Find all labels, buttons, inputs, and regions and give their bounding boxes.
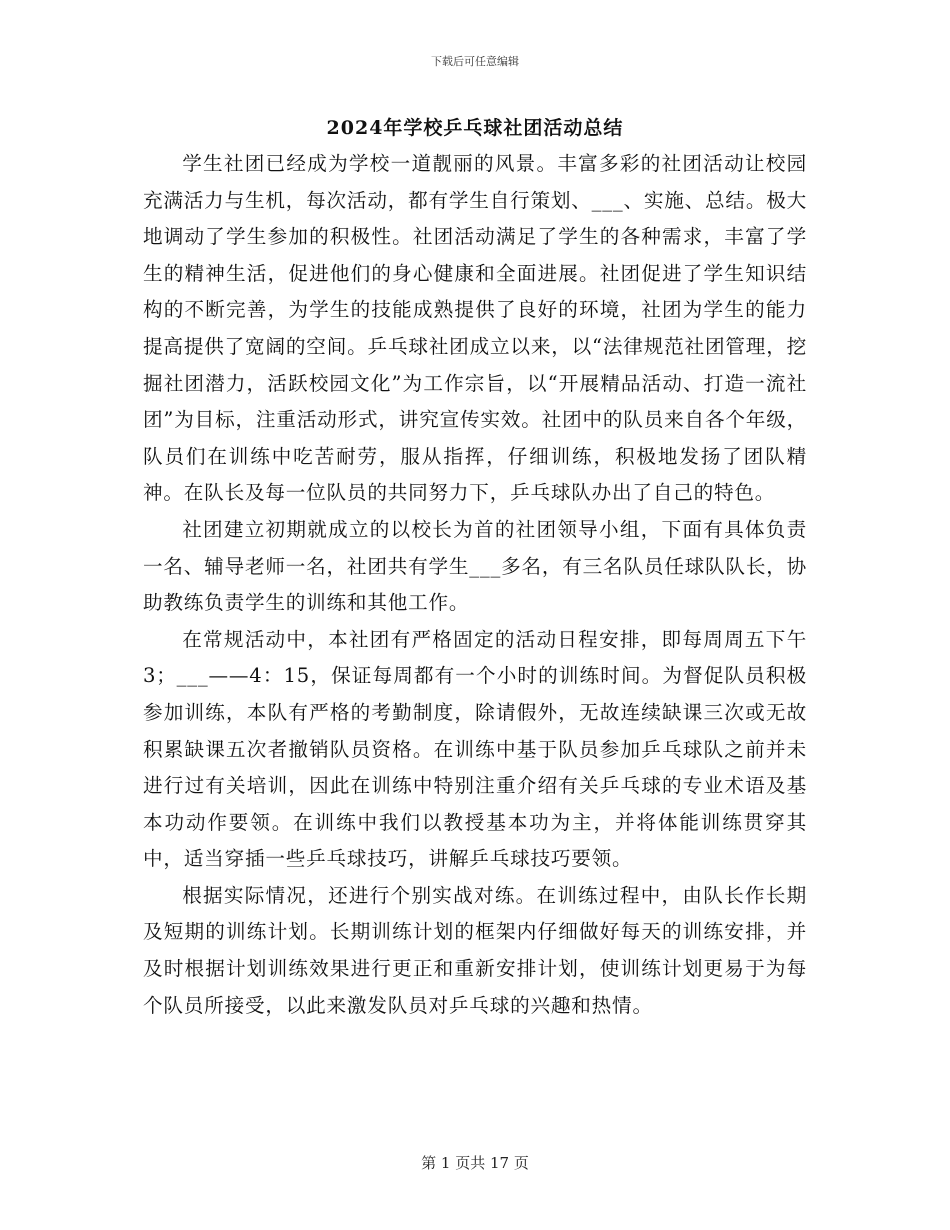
document-title: 2024年学校乒乓球社团活动总结 (326, 117, 624, 139)
page-number: 第 1 页共 17 页 (421, 1154, 529, 1172)
paragraph: 学生社团已经成为学校一道靓丽的风景。丰富多彩的社团活动让校园充满活力与生机，每次活动，都有学生自行策划、___、实施、总结。极大地调动了学生参加的积极性。社团活动满足了学生的各种需求，丰富了学生的精神生活，促进他们的身心健康和全面进展。社团促进了学生知识结构的不断完善，为学生的技能成熟提供了良好的环境，社团为学生的能力提高提供了宽阔的空间。乒乓球社团成立以来，以“法律规范社团管理，挖掘社团潜力，活跃校园文化”为工作宗旨，以“开展精品活动、打造一流社团”为目标，注重活动形式，讲究宣传实效。社团中的队员来自各个年级，队员们在训练中吃苦耐劳，服从指挥，仔细训练，积极地发扬了团队精神。在队长及每一位队员的共同努力下，乒乓球队办出了自己的特色。 (143, 152, 807, 505)
header-note: 下载后可任意编辑 (431, 55, 519, 68)
paragraph: 社团建立初期就成立的以校长为首的社团领导小组，下面有具体负责一名、辅导老师一名，社团共有学生___多名，有三名队员任球队队长，协助教练负责学生的训练和其他工作。 (143, 517, 807, 615)
paragraph: 在常规活动中，本社团有严格固定的活动日程安排，即每周周五下午3；___——4：15，保证每周都有一个小时的训练时间。为督促队员积极参加训练，本队有严格的考勤制度，除请假外，无故连续缺课三次或无故积累缺课五次者撤销队员资格。在训练中基于队员参加乒乓球队之前并未进行过有关培训，因此在训练中特别注重介绍有关乒乓球的专业术语及基本功动作要领。在训练中我们以教授基本功为主，并将体能训练贯穿其中，适当穿插一些乒乓球技巧，讲解乒乓球技巧要领。 (143, 627, 807, 871)
document-body (143, 146, 807, 1024)
paragraph: 根据实际情况，还进行个别实战对练。在训练过程中，由队长作长期及短期的训练计划。长期训练计划的框架内仔细做好每天的训练安排，并及时根据计划训练效果进行更正和重新安排计划，使训练计划更易于为每个队员所接受，以此来激发队员对乒乓球的兴趣和热情。 (143, 883, 807, 1017)
